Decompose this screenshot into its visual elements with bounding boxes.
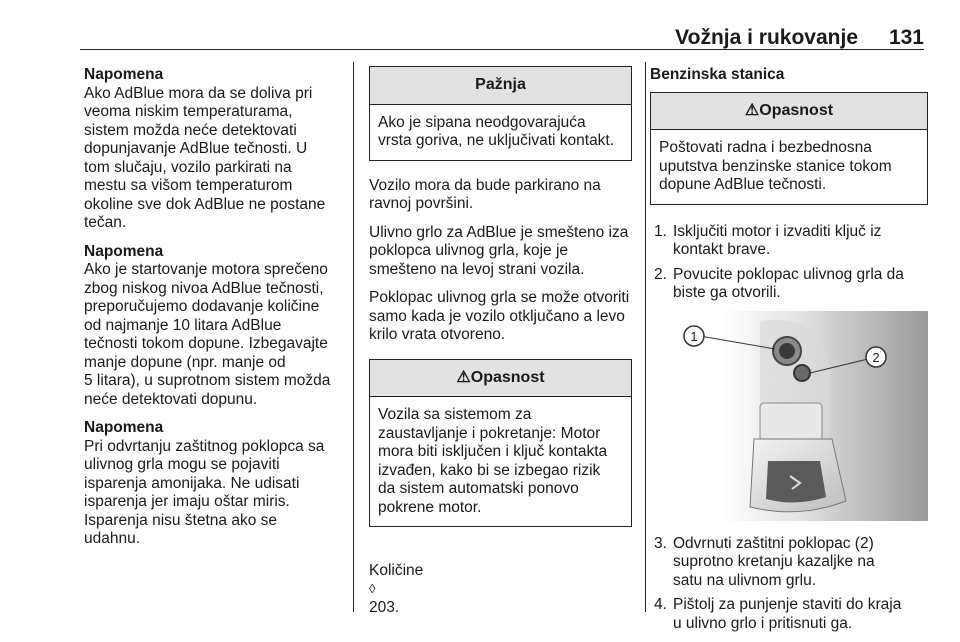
column-right	[650, 66, 928, 639]
list-item	[650, 266, 928, 303]
paragraph: Poklopac ulivnog grla se može otvoriti samo kada je vozilo otključano a levo krilo vrata otvoreno.	[369, 289, 630, 343]
step-text: Povucite poklopac ulivnog grla da biste ga otvorili.	[673, 265, 904, 301]
note-block	[84, 66, 342, 233]
cross-reference	[369, 543, 632, 617]
caution-text: Ako je sipana neodgovarajuća vrsta goriva, ne uključivati kontakt.	[378, 113, 615, 149]
danger-box	[650, 92, 928, 205]
step-number: 4.	[654, 596, 667, 613]
reference-page: 203.	[369, 598, 400, 616]
caution-box	[369, 66, 632, 161]
page-header-title: Vožnja i rukovanje	[675, 26, 858, 49]
section-heading: Benzinska stanica	[650, 66, 785, 83]
protective-cap	[794, 365, 810, 381]
warning-icon: ⚠	[744, 101, 760, 119]
paragraph: Ulivno grlo za AdBlue je smešteno iza poklopca ulivnog grla, koje je smešteno na levoj strani vozila.	[369, 223, 629, 278]
adblue-filler-illustration	[650, 311, 928, 521]
note-block	[84, 243, 342, 410]
note-text: Pri odvrtanju zaštitnog poklopca sa ulivnog grla mogu se pojaviti isparenja amonijaka. Ne udisati isparenja jer imaju oštar miris. Isparenja nisu štetna ako se udahnu.	[84, 437, 325, 547]
hinge	[760, 403, 822, 441]
note-heading: Napomena	[84, 419, 164, 436]
callout-1-label: 1	[690, 328, 698, 344]
danger-text: Vozila sa sistemom za zaustavljanje i pokretanje: Motor mora biti isključen i ključ kontakta izvađen, kako bi se izbegao rizik da sistem automatski ponovo pokrene motor.	[378, 406, 608, 516]
reference-label: Količine	[369, 561, 424, 579]
note-heading: Napomena	[84, 66, 164, 83]
step-text: Pištolj za punjenje staviti do kraja u ulivno grlo i pritisnuti ga.	[673, 596, 902, 632]
column-left	[84, 66, 342, 559]
note-heading: Napomena	[84, 242, 164, 260]
list-item	[650, 596, 928, 633]
note-text: Ako je startovanje motora sprečeno zbog niskog nivoa AdBlue tečnosti, preporučujemo dodavanje količine od najmanje 10 litara AdBlue tečnosti tokom dopune. Izbegavajte manje dopune (npr. manje od 5 litara), u suprotnom sistem možda neće detektovati dopunu.	[84, 261, 331, 408]
column-divider-1	[353, 62, 354, 612]
note-text: Ako AdBlue mora da se doliva pri veoma niskim temperaturama, sistem možda neće detektovati dopunjavanje AdBlue tečnosti. U tom slučaju, vozilo parkirati na mestu sa višom temperaturom okoline sve dok AdBlue ne postane tečan.	[84, 84, 326, 231]
caution-title: Pažnja	[370, 67, 631, 105]
header-rule	[80, 49, 924, 50]
column-divider-2	[645, 62, 646, 612]
step-number: 2.	[654, 265, 667, 283]
fuel-filler-figure	[650, 311, 928, 521]
warning-icon: ⚠	[456, 368, 471, 386]
callout-2-label: 2	[872, 349, 880, 365]
danger-title: Opasnost	[759, 101, 834, 119]
danger-text: Poštovati radna i bezbednosna uputstva benzinske stanice tokom dopune AdBlue tečnosti.	[659, 139, 892, 193]
danger-box	[369, 359, 632, 528]
column-middle	[369, 66, 632, 627]
list-item	[650, 223, 928, 260]
paragraph: Vozilo mora da bude parkirano na ravnoj površini.	[369, 176, 601, 212]
danger-header	[651, 93, 927, 131]
filler-opening	[779, 343, 795, 359]
danger-title: Opasnost	[470, 368, 545, 386]
danger-header	[370, 360, 631, 398]
steps-list	[650, 223, 928, 303]
steps-list	[650, 535, 928, 634]
note-block	[84, 419, 342, 549]
page-number: 131	[888, 26, 924, 49]
step-text: Isključiti motor i izvaditi ključ iz kontakt brave.	[673, 222, 882, 258]
list-item	[650, 535, 928, 591]
reference-arrow-icon: ◊	[369, 581, 376, 596]
step-number: 3.	[654, 534, 667, 552]
step-number: 1.	[654, 222, 667, 240]
flap-inner	[766, 461, 826, 503]
step-text: Odvrnuti zaštitni poklopac (2) suprotno kretanju kazaljke na satu na ulivnom grlu.	[673, 534, 875, 589]
